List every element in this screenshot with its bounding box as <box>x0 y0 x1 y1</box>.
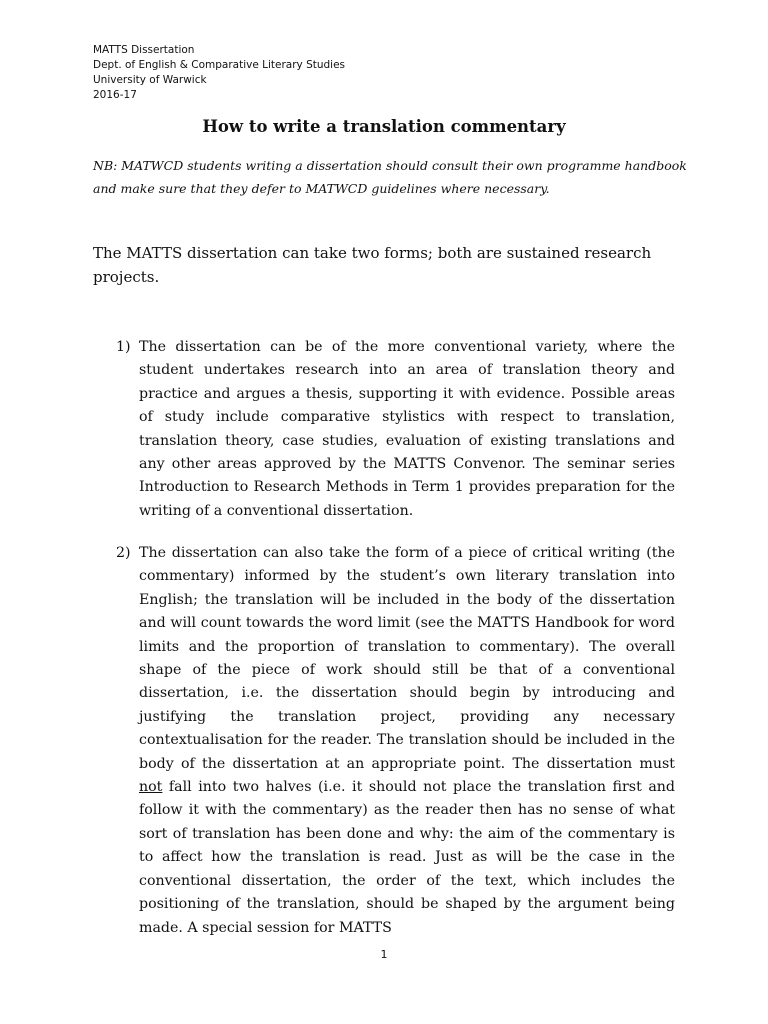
list-item-number: 1) <box>116 339 131 355</box>
list-item-text-part: fall into two halves (i.e. it should not place the translation first and follow it with the commentary) as the reader then has no sense of what sort of translation has been done and why: the aim of the commentary is to affect how the translation is read. Just as will be the case in the conventional dissertation, the order of the text, which includes the positioning of the translation, should be shaped by the argument being made. A special session for MATTS <box>139 779 675 936</box>
list-item-text <box>139 542 675 940</box>
header-line-programme: MATTS Dissertation <box>93 44 195 56</box>
page-number: 1 <box>380 948 388 961</box>
emphasis-underlined: not <box>139 779 163 796</box>
header-line-university: University of Warwick <box>93 74 207 86</box>
intro-paragraph: The MATTS dissertation can take two forms; both are sustained research projects. <box>93 244 652 286</box>
header-line-department: Dept. of English & Comparative Literary Studies <box>93 59 346 71</box>
matwcd-note: NB: MATWCD students writing a dissertation should consult their own programme handbook and make sure that they defer to MATWCD guidelines where necessary. <box>93 158 687 196</box>
document-header <box>93 43 345 103</box>
list-item-number: 2) <box>116 545 131 561</box>
header-line-year: 2016-17 <box>93 89 137 101</box>
page-title: How to write a translation commentary <box>202 117 566 136</box>
list-item-text-part: The dissertation can also take the form of a piece of critical writing (the commentary) informed by the student’s own literary translation into English; the translation will be included in the body of the dissertation and will count towards the word limit (see the MATTS Handbook for word limits and the proportion of translation to commentary). The overall shape of the piece of work should still be that of a conventional dissertation, i.e. the dissertation should begin by introducing and justifying the translation project, providing any necessary contextualisation for the reader. The translation should be included in the body of the dissertation at an appropriate point. The dissertation must <box>139 545 675 772</box>
list-item-text: The dissertation can be of the more conventional variety, where the student undertakes research into an area of translation theory and practice and argues a thesis, supporting it with evidence. Possible areas of study include comparative stylistics with respect to translation, translation theory, case studies, evaluation of existing translations and any other areas approved by the MATTS Convenor. The seminar series Introduction to Research Methods in Term 1 provides preparation for the writing of a conventional dissertation. <box>139 339 675 519</box>
